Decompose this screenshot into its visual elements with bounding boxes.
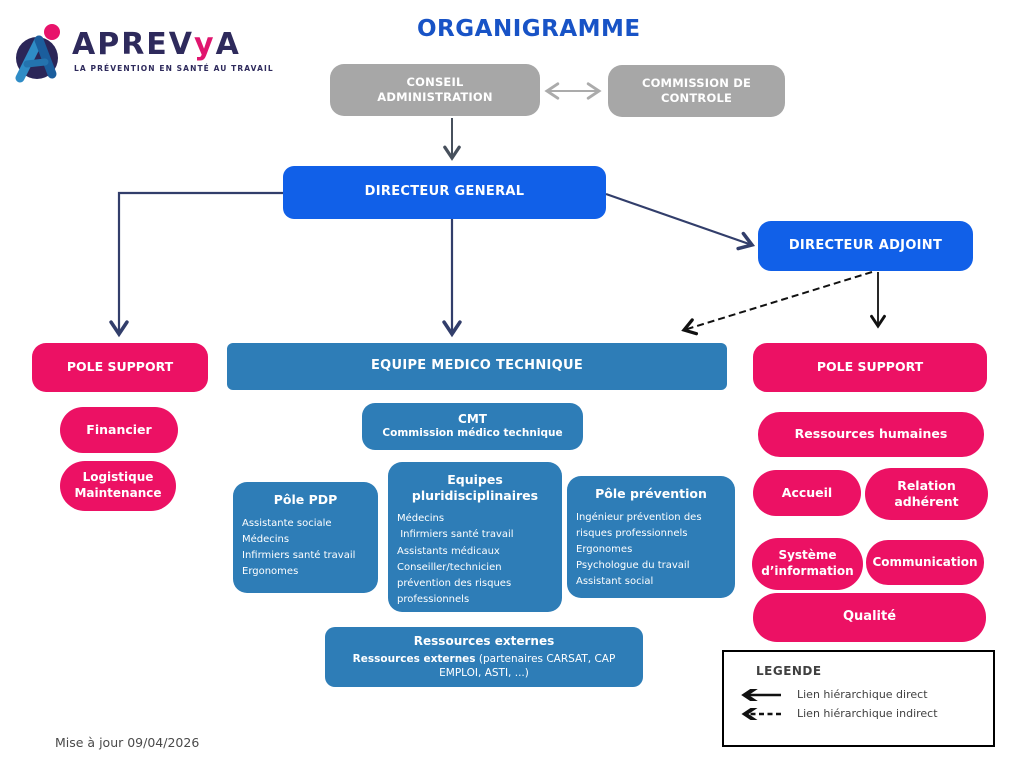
node-communication: Communication — [866, 540, 984, 585]
pole-prevention-list — [567, 504, 735, 599]
legend-title: LEGENDE — [756, 664, 822, 678]
node-qualite: Qualité — [753, 593, 986, 642]
list-item: Ingénieur prévention des risques professionnels — [576, 511, 705, 539]
aprevya-logo-icon — [12, 20, 64, 84]
pole-pdp-list — [233, 510, 378, 589]
list-item: Infirmiers santé travail — [397, 529, 514, 541]
list-item: Infirmiers santé travail — [242, 550, 356, 561]
connector-da-equipe-medico-indirect — [684, 272, 872, 330]
node-pole-pdp: Pôle PDP Assistante sociale Médecins Infirmiers santé travail Ergonomes — [233, 482, 378, 593]
brand-name: APREVyA — [72, 27, 241, 62]
brand-tagline: LA PRÉVENTION EN SANTÉ AU TRAVAIL — [74, 64, 274, 73]
node-relation-adherent: Relation adhérent — [865, 468, 988, 520]
node-equipes-pluridisciplinaires: Equipes pluridisciplinaires Médecins Infirmiers santé travail Assistants médicaux Conseiller/technicien prévention des risques professionnels — [388, 462, 562, 612]
solid-arrow-icon — [737, 689, 783, 701]
node-equipe-medico-technique: EQUIPE MEDICO TECHNIQUE — [227, 343, 727, 390]
node-ressources-externes — [325, 627, 643, 687]
cmt-subtitle: Commission médico technique — [382, 427, 563, 440]
legend-row-direct: Lien hiérarchique direct — [737, 688, 993, 701]
dashed-arrow-icon — [737, 708, 783, 720]
node-accueil: Accueil — [753, 470, 861, 516]
node-ressources-humaines: Ressources humaines — [758, 412, 984, 457]
node-directeur-adjoint: DIRECTEUR ADJOINT — [758, 221, 973, 271]
aprevya-logo — [12, 20, 274, 84]
node-conseil-administration: CONSEIL ADMINISTRATION — [330, 64, 540, 116]
aprevya-logo-text — [72, 20, 274, 73]
list-item: Assistant social — [576, 576, 654, 588]
list-item: Assistants médicaux — [397, 545, 500, 557]
equipes-pluri-list — [388, 505, 562, 616]
ressources-externes-title: Ressources externes — [413, 634, 555, 649]
list-item: Médecins — [242, 533, 290, 545]
connector-dg-pole-support-left — [119, 193, 283, 334]
list-item: Conseiller/technicien prévention des risques professionnels — [397, 561, 515, 606]
node-pole-support-right: POLE SUPPORT — [753, 343, 987, 392]
node-pole-support-left: POLE SUPPORT — [32, 343, 208, 392]
node-financier: Financier — [60, 407, 178, 453]
node-pole-prevention: Pôle prévention Ingénieur prévention des risques professionnels Ergonomes Psychologue du travail Assistant social — [567, 476, 735, 598]
list-item: Assistante sociale — [242, 517, 332, 529]
update-note: Mise à jour 09/04/2026 — [55, 735, 200, 750]
list-item: Ergonomes — [576, 544, 633, 555]
connector-dg-da — [606, 194, 752, 245]
node-cmt — [362, 403, 583, 450]
legend-row-indirect: Lien hiérarchique indirect — [737, 707, 993, 720]
list-item: Médecins — [397, 513, 445, 525]
list-item: Ergonomes — [242, 566, 299, 578]
list-item: Psychologue du travail — [576, 560, 690, 572]
ressources-externes-detail: Ressources externes (partenaires CARSAT, CAP EMPLOI, ASTI, ...) — [352, 652, 616, 679]
cmt-title: CMT — [458, 411, 487, 426]
page-title: ORGANIGRAMME — [417, 16, 641, 42]
node-systeme-information: Système d’information — [752, 538, 863, 590]
node-commission-controle: COMMISSION DE CONTROLE — [608, 65, 785, 117]
legend-box — [722, 650, 995, 747]
node-logistique-maintenance: Logistique Maintenance — [60, 461, 176, 511]
node-directeur-general: DIRECTEUR GENERAL — [283, 166, 606, 219]
